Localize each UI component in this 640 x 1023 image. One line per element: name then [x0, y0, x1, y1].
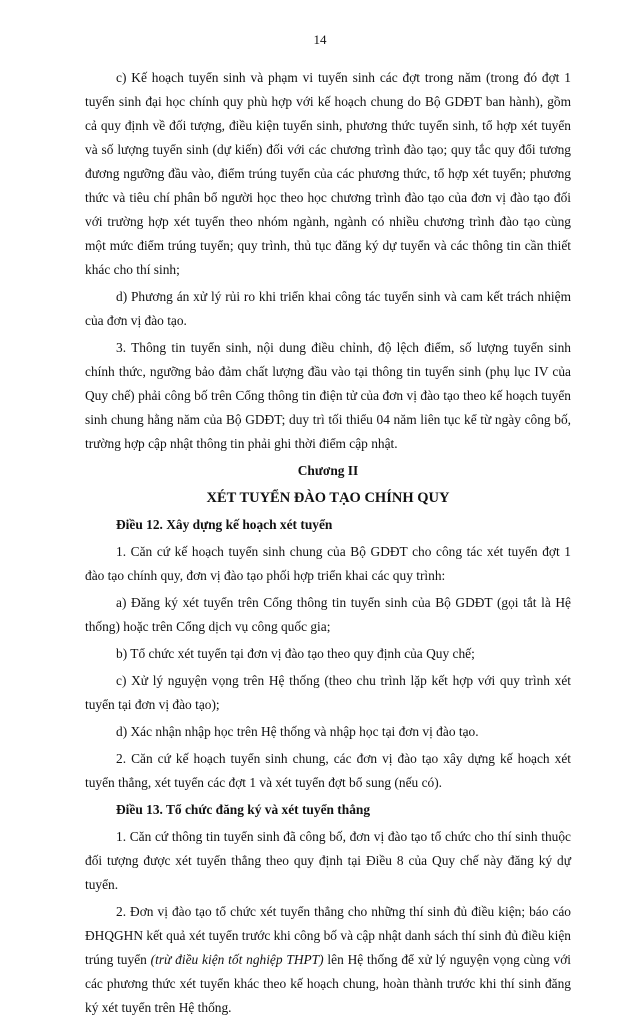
document-body: [85, 66, 571, 1023]
article-13-p1: 1. Căn cứ thông tin tuyển sinh đã công bố, đơn vị đào tạo tổ chức cho thí sinh thuộc đối tượng được xét tuyển thẳng theo quy định tại Điều 8 của Quy chế này đăng ký dự tuyển.: [85, 829, 571, 892]
article-13-p2: [85, 900, 571, 1020]
article-13-heading: Điều 13. Tổ chức đăng ký và xét tuyển thẳng: [116, 802, 371, 817]
paragraph-d: d) Phương án xử lý rủi ro khi triển khai công tác tuyển sinh và cam kết trách nhiệm của đơn vị đào tạo.: [85, 289, 571, 328]
chapter-title: XÉT TUYỂN ĐÀO TẠO CHÍNH QUY: [206, 490, 450, 506]
article-13-p2-end: lên Hệ thống để xử lý nguyện vọng cùng với các phương thức xét tuyển khác theo kế hoạch chung, hoàn thành trước khi thí sinh đăng ký xét tuyển trên Hệ thống.: [85, 952, 571, 1015]
article-12-heading: Điều 12. Xây dựng kế hoạch xét tuyển: [116, 517, 333, 532]
article-12-item-c: c) Xử lý nguyện vọng trên Hệ thống (theo chu trình lặp kết hợp với quy trình xét tuyển tại đơn vị đào tạo);: [85, 673, 571, 712]
article-12-item-d: d) Xác nhận nhập học trên Hệ thống và nhập học tại đơn vị đào tạo.: [116, 724, 479, 739]
page-number: 14: [313, 32, 327, 47]
article-12-p2: 2. Căn cứ kế hoạch tuyển sinh chung, các đơn vị đào tạo xây dựng kế hoạch xét tuyển thẳng, xét tuyển các đợt 1 và xét tuyển đợt bổ sung (nếu có).: [85, 751, 571, 790]
article-12-item-b: b) Tổ chức xét tuyển tại đơn vị đào tạo theo quy định của Quy chế;: [116, 646, 475, 661]
paragraph-c: c) Kế hoạch tuyển sinh và phạm vi tuyển sinh các đợt trong năm (trong đó đợt 1 tuyển sinh đại học chính quy phù hợp với kế hoạch chung do Bộ GDĐT ban hành), gồm cả quy định về đối tượng, điều kiện tuyển sinh, phương thức tuyển sinh, tổ hợp xét tuyển và số lượng tuyển sinh (dự kiến) đối với các chương trình đào tạo; quy tắc quy đổi tương đương ngưỡng đầu vào, điểm trúng tuyển của các phương thức, tổ hợp xét tuyển; phương thức và tiêu chí phân bổ người học theo học chương trình đào tạo của đơn vị đào tạo đối với trường hợp xét tuyển theo nhóm ngành, ngành có nhiều chương trình đào tạo cùng một mức điểm trúng tuyển; quy trình, thủ tục đăng ký dự tuyển và các thông tin cần thiết khác cho thí sinh;: [85, 70, 571, 277]
article-13-p2-italic: (trừ điều kiện tốt nghiệp THPT): [150, 952, 324, 967]
paragraph-3: 3. Thông tin tuyển sinh, nội dung điều chỉnh, độ lệch điểm, số lượng tuyển sinh chính thức, ngưỡng bảo đảm chất lượng đầu vào tại thông tin tuyển sinh (phụ lục IV của Quy chế) phải công bố trên Cổng thông tin điện tử của đơn vị đào tạo theo kế hoạch tuyển sinh chung hằng năm của Bộ GDĐT; duy trì tối thiểu 04 năm liên tục kể từ ngày công bố, trường hợp cập nhật thông tin phải ghi thời điểm cập nhật.: [85, 340, 571, 451]
chapter-label: Chương II: [297, 463, 359, 478]
article-12-p1: 1. Căn cứ kế hoạch tuyển sinh chung của Bộ GDĐT cho công tác xét tuyển đợt 1 đào tạo chính quy, đơn vị đào tạo phối hợp triển khai các quy trình:: [85, 544, 571, 583]
article-13-p2-start: 2. Đơn vị đào tạo tổ chức xét tuyển thẳng cho những thí sinh đủ điều kiện; báo cáo ĐHQGHN kết quả xét tuyển trước khi công bố và cập nhật danh sách thí sinh đủ điều kiện trúng tuyển: [85, 904, 571, 967]
article-12-item-a: a) Đăng ký xét tuyển trên Cổng thông tin tuyển sinh của Bộ GDĐT (gọi tắt là Hệ thống) hoặc trên Cổng dịch vụ công quốc gia;: [85, 595, 571, 634]
